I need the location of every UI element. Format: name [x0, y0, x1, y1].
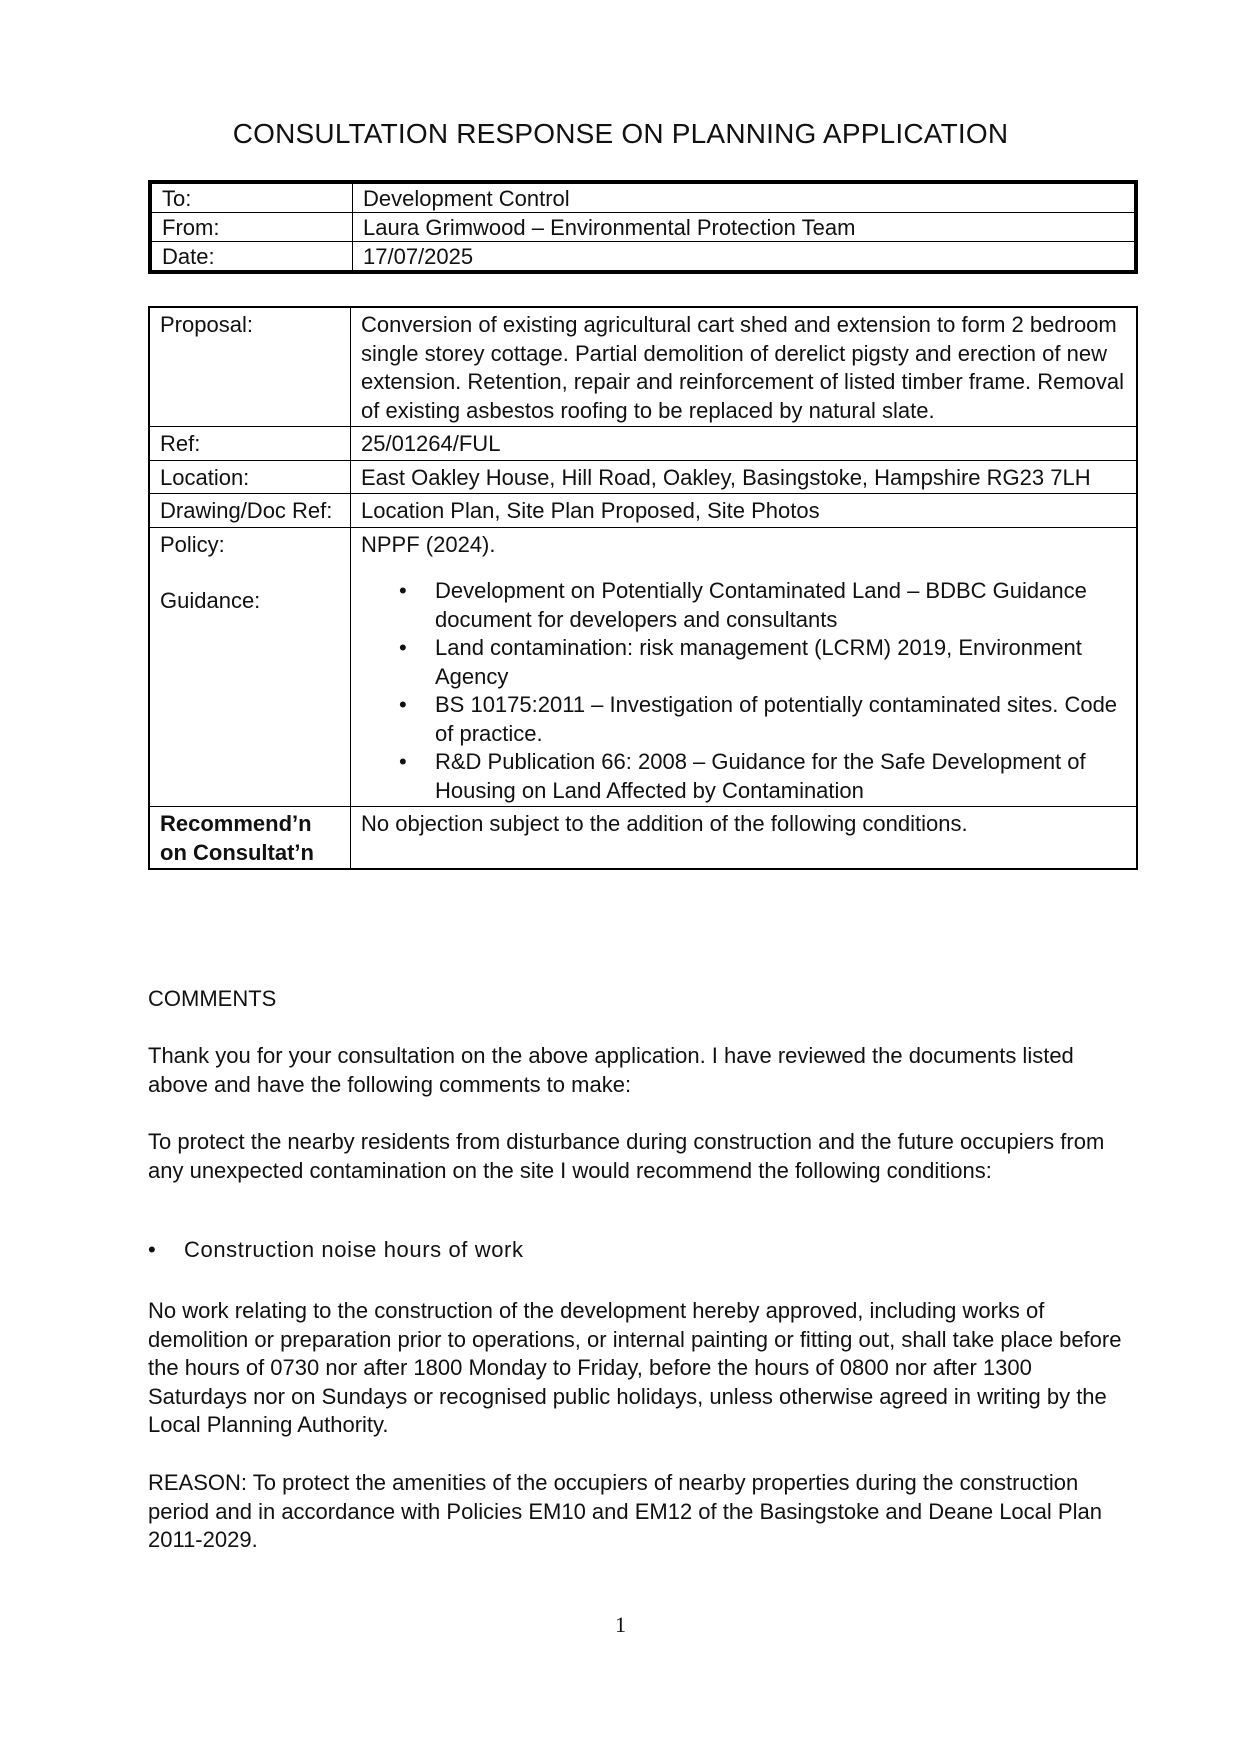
- comments-intro-paragraph: Thank you for your consultation on the above application. I have reviewed the documents listed above and have the following comments to make:: [148, 1043, 1074, 1097]
- date-value: 17/07/2025: [353, 242, 1137, 273]
- policy-row: [149, 527, 1137, 807]
- guidance-item: • Development on Potentially Contaminated Land – BDBC Guidance document for developers and consultants: [435, 577, 1126, 634]
- location-label: Location:: [149, 460, 351, 494]
- guidance-label: Guidance:: [160, 588, 261, 613]
- condition-title: Construction noise hours of work: [184, 1237, 524, 1262]
- proposal-row: [149, 307, 1137, 427]
- ref-value: 25/01264/FUL: [351, 427, 1138, 461]
- from-label: From:: [150, 213, 353, 242]
- header-row-date: [150, 242, 1136, 273]
- guidance-list: [361, 577, 1126, 805]
- policy-label: Policy:: [160, 531, 225, 557]
- guidance-item: • BS 10175:2011 – Investigation of potentially contaminated sites. Code of practice.: [435, 691, 1126, 748]
- location-value: East Oakley House, Hill Road, Oakley, Basingstoke, Hampshire RG23 7LH: [351, 460, 1138, 494]
- to-label: To:: [150, 182, 353, 213]
- guidance-item: • Land contamination: risk management (LCRM) 2019, Environment Agency: [435, 634, 1126, 691]
- proposal-label: Proposal:: [149, 307, 351, 427]
- location-row: [149, 460, 1137, 494]
- page-number: 1: [615, 1612, 626, 1637]
- conditions-intro-paragraph: To protect the nearby residents from disturbance during construction and the future occupiers from any unexpected contamination on the site I would recommend the following conditions:: [148, 1129, 1105, 1183]
- reason-text: REASON: To protect the amenities of the occupiers of nearby properties during the construction period and in accordance with Policies EM10 and EM12 of the Basingstoke and Deane Local Plan 2011-2029.: [148, 1470, 1102, 1552]
- comments-heading: COMMENTS: [148, 986, 277, 1011]
- drawing-label: Drawing/Doc Ref:: [149, 494, 351, 528]
- guidance-item: • R&D Publication 66: 2008 – Guidance for the Safe Development of Housing on Land Affected by Contamination: [435, 748, 1126, 805]
- bullet-icon: •: [148, 1237, 157, 1262]
- document-title: CONSULTATION RESPONSE ON PLANNING APPLICATION: [232, 118, 1009, 149]
- ref-label: Ref:: [149, 427, 351, 461]
- date-label: Date:: [150, 242, 353, 273]
- policy-value: NPPF (2024).: [361, 531, 496, 557]
- condition-bullet: [148, 1237, 524, 1263]
- header-row-from: [150, 213, 1136, 242]
- details-table: [148, 306, 1138, 870]
- condition-text: No work relating to the construction of the development hereby approved, including works of demolition or preparation prior to operations, or internal painting or fitting out, shall take place before the hours of 0730 nor after 1800 Monday to Friday, before the hours of 0800 nor after 1300 Saturdays nor on Sundays or recognised public holidays, unless otherwise agreed in writing by the Local Planning Authority.: [148, 1298, 1122, 1437]
- proposal-value: Conversion of existing agricultural cart shed and extension to form 2 bedroom single storey cottage. Partial demolition of derelict pigsty and erection of new extension. Retention, repair and reinforcement of listed timber frame. Removal of existing asbestos roofing to be replaced by natural slate.: [351, 307, 1138, 427]
- drawing-value: Location Plan, Site Plan Proposed, Site Photos: [351, 494, 1138, 528]
- recommendation-row: [149, 807, 1137, 870]
- recommendation-value: No objection subject to the addition of the following conditions.: [351, 807, 1138, 870]
- recommendation-label: Recommend’n on Consultat’n: [149, 807, 351, 870]
- to-value: Development Control: [353, 182, 1137, 213]
- from-value: Laura Grimwood – Environmental Protection Team: [353, 213, 1137, 242]
- header-table: [148, 180, 1138, 274]
- drawing-row: [149, 494, 1137, 528]
- ref-row: [149, 427, 1137, 461]
- header-row-to: [150, 182, 1136, 213]
